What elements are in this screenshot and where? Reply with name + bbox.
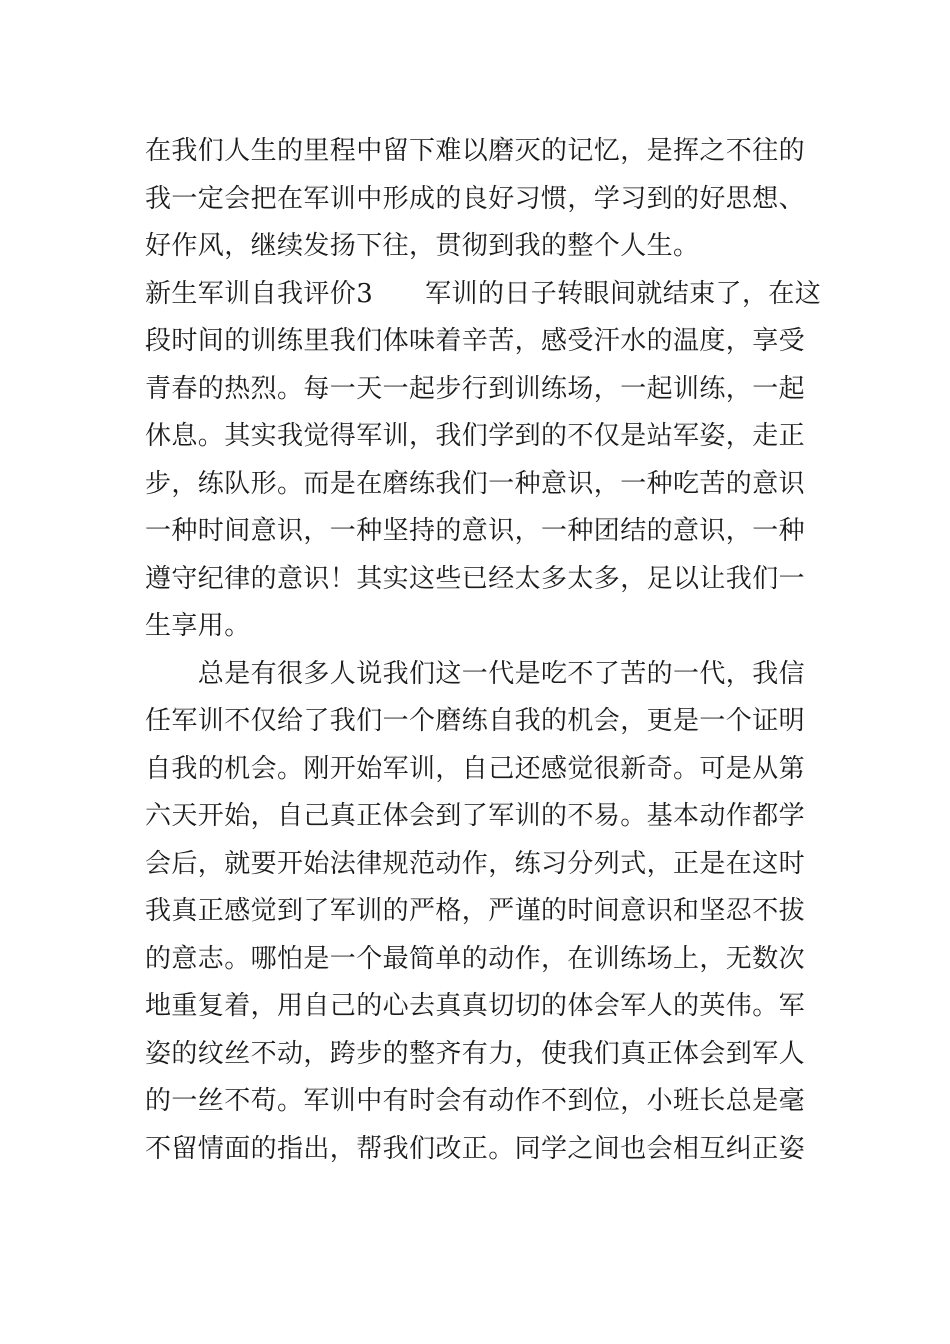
text-line: 在我们人生的里程中留下难以磨灭的记忆，是挥之不往的 <box>145 136 806 166</box>
text-line: 不留情面的指出，帮我们改正。同学之间也会相互纠正姿 <box>145 1133 806 1164</box>
text-line: 会后，就要开始法律规范动作，练习分列式，正是在这时 <box>145 848 806 879</box>
text-line: 休息。其实我觉得军训，我们学到的不仅是站军姿，走正 <box>145 421 806 451</box>
text-line: 好作风，继续发扬下往，贯彻到我的整个人生。 <box>145 231 700 261</box>
text-line: 地重复着，用自己的心去真真切切的体会军人的英伟。军 <box>145 991 806 1021</box>
text-line: 段时间的训练里我们体味着辛苦，感受汗水的温度，享受 <box>145 326 806 356</box>
text-line: 一种时间意识，一种坚持的意识，一种团结的意识，一种 <box>145 516 806 546</box>
text-line: 总是有很多人说我们这一代是吃不了苦的一代，我信 <box>145 658 806 689</box>
text-line: 青春的热烈。每一天一起步行到训练场，一起训练，一起 <box>145 373 806 404</box>
text-line: 姿的纹丝不动，跨步的整齐有力，使我们真正体会到军人 <box>145 1038 806 1069</box>
section-title: 新生军训自我评价3 <box>145 278 374 309</box>
heading-line <box>145 271 822 319</box>
text-line: 自我的机会。刚开始军训，自己还感觉很新奇。可是从第 <box>145 753 806 784</box>
text-line: 我一定会把在军训中形成的良好习惯，学习到的好思想、 <box>145 183 806 214</box>
text-line: 遵守纪律的意识！其实这些已经太多太多，足以让我们一 <box>145 563 806 594</box>
section-first-text: 军训的日子转眼间就结束了，在这 <box>425 278 822 309</box>
text-line: 任军训不仅给了我们一个磨练自我的机会，更是一个证明 <box>145 706 806 736</box>
text-line: 步，练队形。而是在磨练我们一种意识，一种吃苦的意识 <box>145 468 806 499</box>
text-line: 的意志。哪怕是一个最简单的动作，在训练场上，无数次 <box>145 943 806 974</box>
text-line: 生享用。 <box>145 611 251 641</box>
text-line: 我真正感觉到了军训的严格，严谨的时间意识和坚忍不拔 <box>145 896 806 926</box>
text-line: 的一丝不苟。军训中有时会有动作不到位，小班长总是毫 <box>145 1086 806 1116</box>
text-line: 六天开始，自己真正体会到了军训的不易。基本动作都学 <box>145 801 806 831</box>
document-body <box>145 128 822 1173</box>
